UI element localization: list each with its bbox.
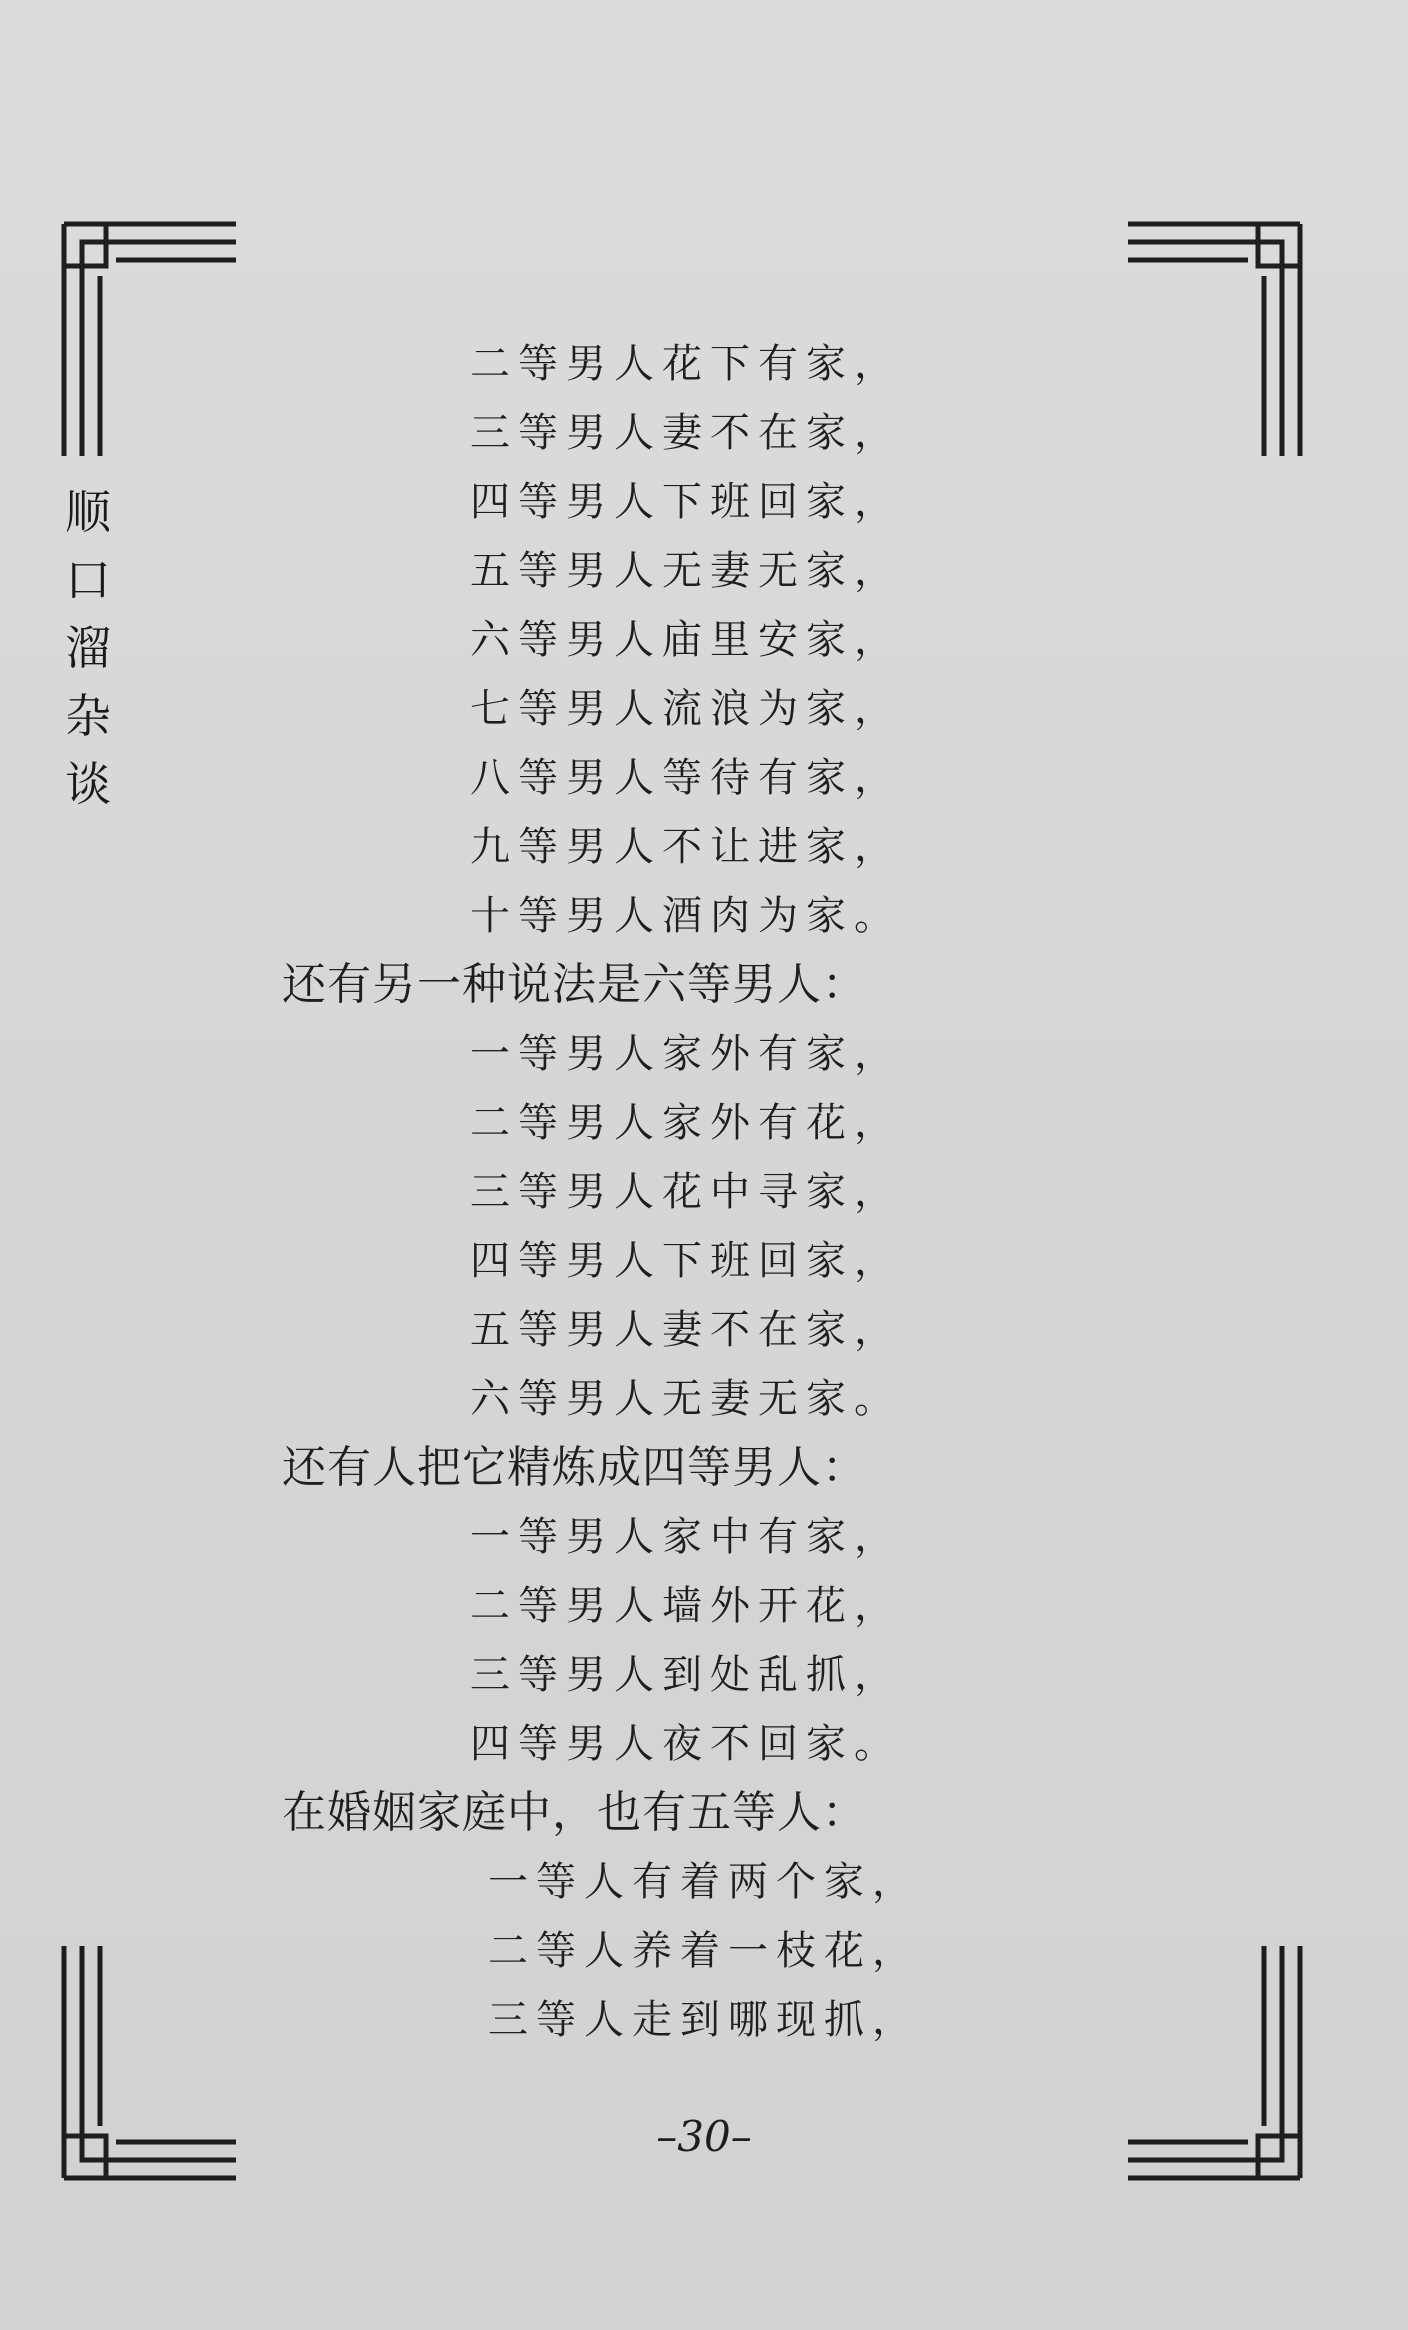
corner-ornament-top-right: [1118, 216, 1308, 466]
verse-line: 二等男人家外有花，: [470, 1100, 902, 1146]
page-number: –30–: [656, 2112, 752, 2161]
running-title-char: 溜: [65, 621, 111, 675]
verse-line: 二等人养着一枝花，: [488, 1928, 920, 1974]
running-title-char: 杂: [65, 689, 111, 743]
verse-line: 一等男人家中有家，: [470, 1514, 902, 1560]
verse-line: 一等男人家外有家，: [470, 1031, 902, 1077]
paragraph-line: 还有另一种说法是六等男人：: [282, 959, 867, 1010]
verse-line: 五等男人妻不在家，: [470, 1307, 902, 1353]
running-title-char: 顺: [65, 485, 111, 539]
verse-line: 九等男人不让进家，: [470, 824, 902, 870]
verse-line: 七等男人流浪为家，: [470, 686, 902, 732]
verse-line: 一等人有着两个家，: [488, 1859, 920, 1905]
running-title-char: 口: [65, 553, 111, 607]
verse-line: 三等人走到哪现抓，: [488, 1997, 920, 2043]
verse-line: 四等男人夜不回家。: [470, 1721, 902, 1767]
corner-ornament-top-left: [56, 216, 246, 466]
paragraph-line: 还有人把它精炼成四等男人：: [282, 1442, 867, 1493]
verse-line: 六等男人庙里安家，: [470, 617, 902, 663]
verse-line: 八等男人等待有家，: [470, 755, 902, 801]
verse-line: 三等男人到处乱抓，: [470, 1652, 902, 1698]
verse-line: 三等男人妻不在家，: [470, 410, 902, 456]
verse-line: 五等男人无妻无家，: [470, 548, 902, 594]
verse-line: 四等男人下班回家，: [470, 1238, 902, 1284]
verse-line: 六等男人无妻无家。: [470, 1376, 902, 1422]
verse-line: 四等男人下班回家，: [470, 479, 902, 525]
verse-line: 三等男人花中寻家，: [470, 1169, 902, 1215]
running-title-char: 谈: [65, 757, 111, 811]
running-title: [58, 478, 118, 818]
verse-line: 二等男人花下有家，: [470, 341, 902, 387]
paragraph-line: 在婚姻家庭中，也有五等人：: [282, 1787, 867, 1838]
verse-line: 二等男人墙外开花，: [470, 1583, 902, 1629]
verse-line: 十等男人酒肉为家。: [470, 893, 902, 939]
